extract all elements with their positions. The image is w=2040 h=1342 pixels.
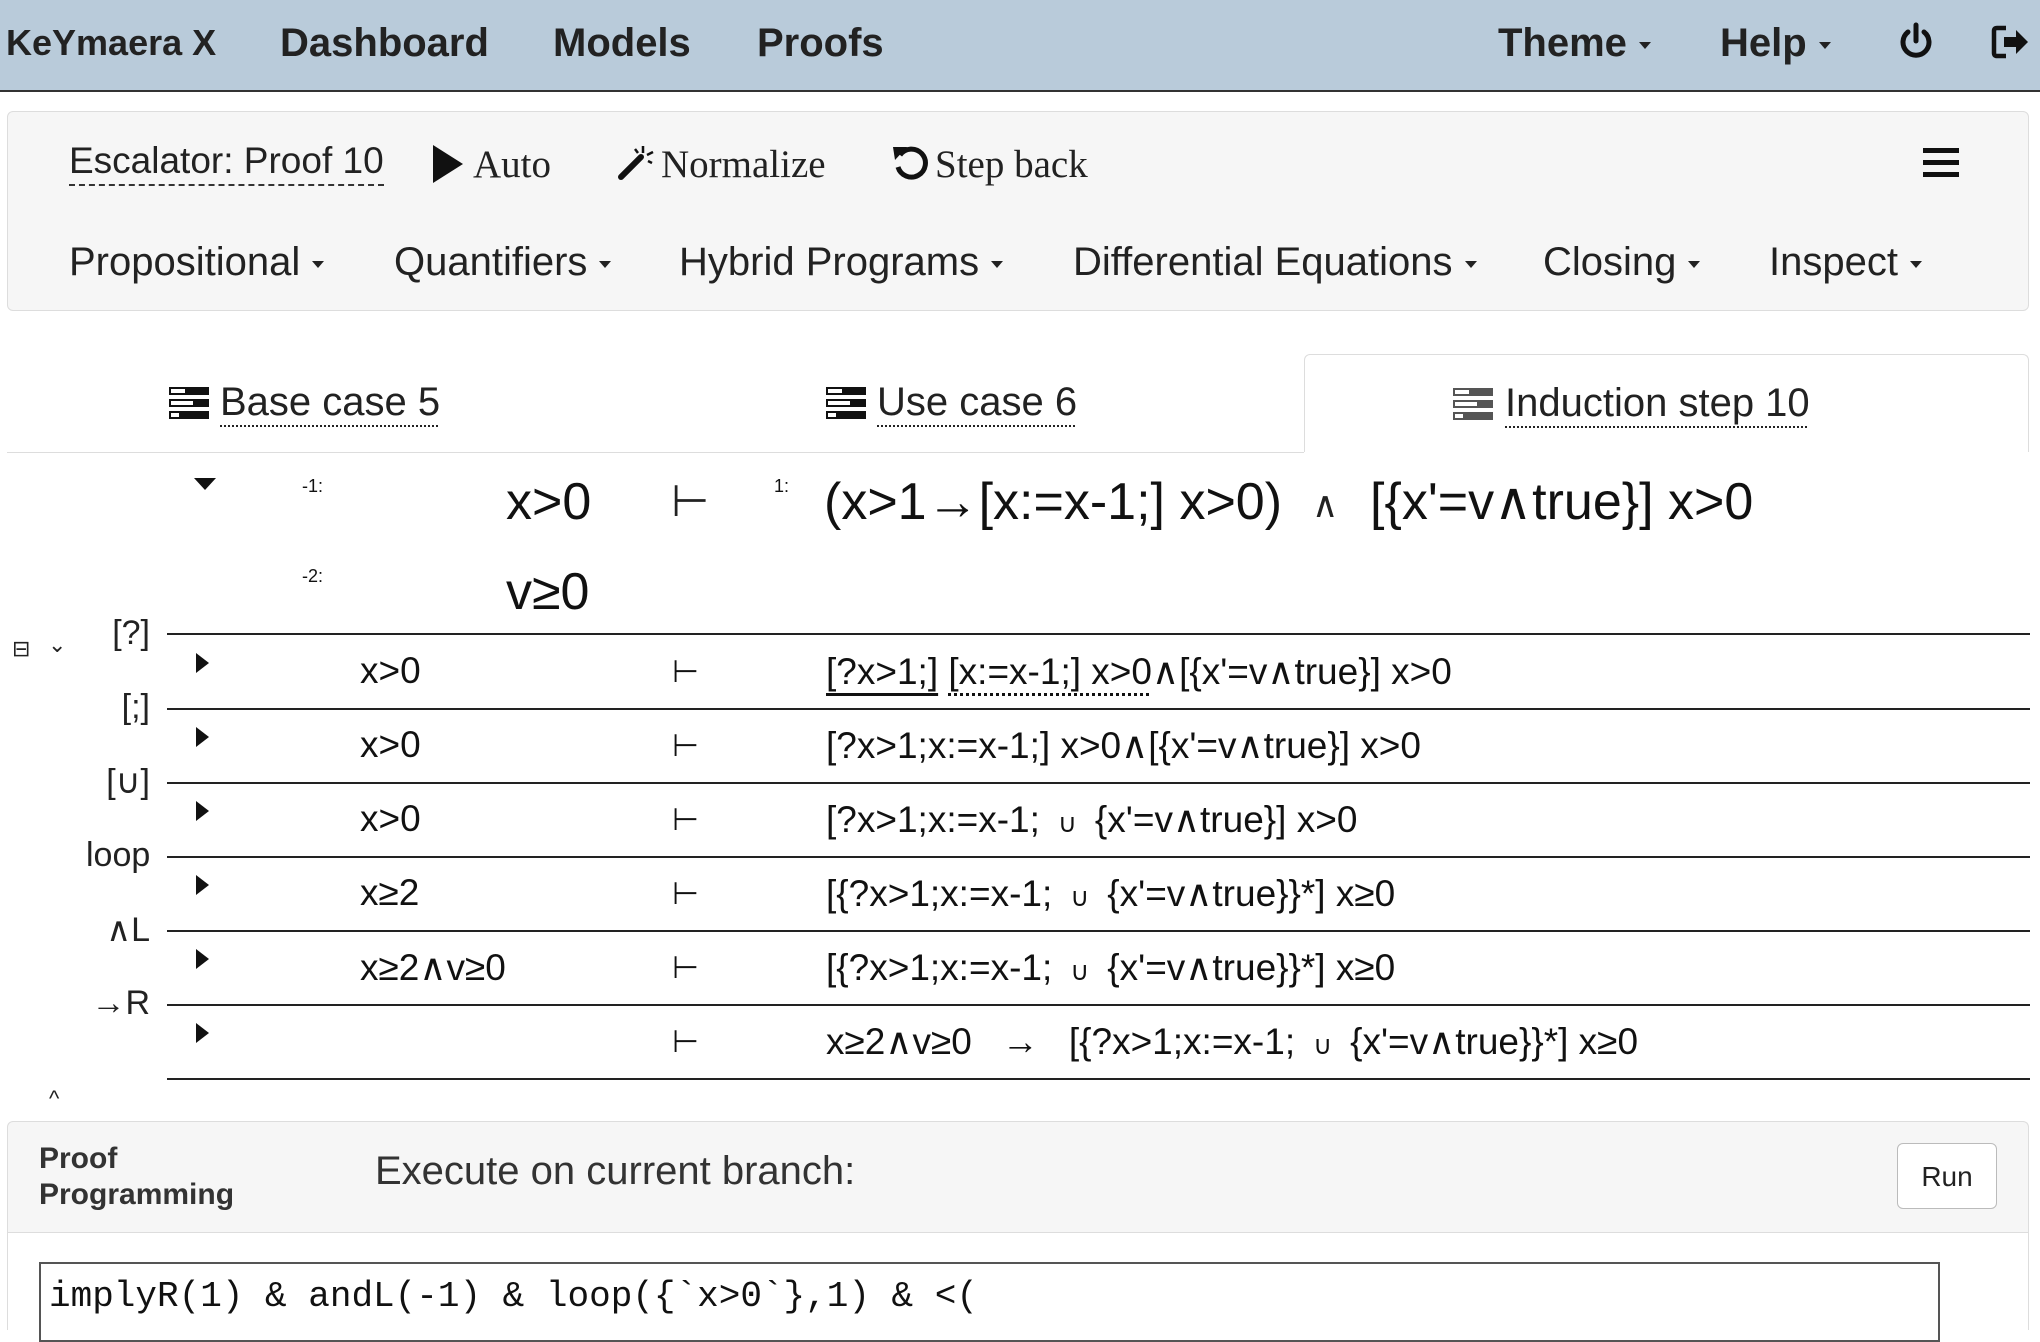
hamburger-menu-icon[interactable] [1923, 146, 1959, 180]
tab-use-case-label: Use case 6 [877, 380, 1078, 424]
nav-proofs[interactable]: Proofs [757, 21, 884, 65]
choice-operator: ∪ [1070, 882, 1090, 912]
step-back-button[interactable] [891, 142, 1088, 187]
row-succedent[interactable] [826, 798, 1357, 841]
rule-label: loop [86, 836, 151, 874]
succedent-part: {x'=v∧true}}*] x≥0 [1107, 873, 1396, 914]
succedent-part: {x'=v∧true}}*] x≥0 [1107, 947, 1396, 988]
panel-title-line2: Programming [39, 1178, 235, 1211]
row-succedent[interactable]: [?x>1;x:=x-1;] x>0∧[{x'=v∧true}] x>0 [826, 725, 1421, 766]
expand-row-icon[interactable] [196, 1023, 209, 1043]
proof-programming-panel [7, 1121, 2029, 1330]
succedent-part: [{?x>1;x:=x-1; [826, 947, 1053, 988]
row-divider [167, 856, 2030, 858]
tab-bar-border [7, 452, 1304, 453]
menu-hybrid-programs[interactable]: Hybrid Programs [679, 240, 1003, 285]
tab-induction-step[interactable] [1304, 354, 2029, 452]
succedent-part: [?x>1;x:=x-1; [826, 799, 1040, 840]
succedent-operator: ∧ [1312, 484, 1339, 525]
row-divider [167, 708, 2030, 710]
proof-toolbar [7, 111, 2029, 311]
succedent-part: [{?x>1;x:=x-1; [826, 873, 1053, 914]
logout-icon[interactable] [1990, 22, 2032, 62]
tab-use-case[interactable] [655, 354, 1304, 452]
turnstile: ⊢ [672, 1024, 700, 1059]
chevron-down-icon[interactable]: ⌄ [48, 632, 67, 657]
rule-label: [;] [121, 688, 150, 726]
row-divider [167, 1078, 2030, 1080]
highlighted-subformula[interactable]: [?x>1;] [826, 651, 939, 692]
row-divider [167, 1004, 2030, 1006]
succedent-formula-right[interactable]: [{x'=v∧true}] x>0 [1370, 473, 1754, 531]
step-back-label: Step back [935, 143, 1088, 186]
turnstile: ⊢ [672, 728, 700, 763]
chevron-up-icon[interactable]: ^ [49, 1086, 60, 1111]
expand-row-icon[interactable] [196, 875, 209, 895]
task-list-icon [169, 387, 209, 419]
proof-name[interactable]: Escalator: Proof 10 [69, 140, 384, 186]
expand-row-icon[interactable] [196, 653, 209, 673]
execute-label: Execute on current branch: [375, 1149, 856, 1193]
implication-operator: → [1001, 1021, 1039, 1062]
task-list-icon [826, 387, 866, 419]
row-antecedent[interactable]: x>0 [360, 798, 421, 839]
choice-operator: ∪ [1313, 1030, 1333, 1060]
menu-differential-equations[interactable]: Differential Equations [1073, 240, 1477, 285]
nav-help-dropdown[interactable]: Help [1720, 0, 1831, 86]
turnstile: ⊢ [672, 654, 700, 689]
row-antecedent[interactable]: x≥2∧v≥0 [360, 947, 506, 988]
antecedent-label: -1: [302, 476, 324, 496]
collapse-history-icon[interactable]: ⊟ [12, 636, 31, 661]
rule-label: →R [91, 984, 150, 1022]
run-button[interactable]: Run [1897, 1143, 1997, 1209]
succedent-part: [{?x>1;x:=x-1; [1068, 1021, 1296, 1062]
succedent-rest: ∧[{x'=v∧true}] x>0 [1151, 651, 1452, 692]
menu-propositional[interactable]: Propositional [69, 240, 324, 285]
choice-operator: ∪ [1070, 956, 1090, 986]
tab-base-case-label: Base case 5 [220, 380, 441, 424]
play-icon [433, 145, 463, 183]
nav-models[interactable]: Models [553, 21, 691, 65]
turnstile: ⊢ [671, 477, 710, 526]
rule-label: ∧L [106, 911, 150, 949]
magic-wand-icon [617, 143, 655, 181]
expand-row-icon[interactable] [196, 801, 209, 821]
turnstile: ⊢ [672, 802, 700, 837]
antecedent-formula[interactable]: x>0 [506, 473, 592, 531]
row-divider [167, 930, 2030, 932]
antecedent-formula[interactable]: v≥0 [506, 563, 590, 621]
antecedent-label: -2: [302, 566, 324, 586]
tab-induction-step-label: Induction step 10 [1505, 381, 1810, 425]
row-antecedent[interactable]: x≥2 [360, 872, 420, 913]
power-icon[interactable] [1896, 22, 1936, 62]
nav-dashboard[interactable]: Dashboard [280, 21, 489, 65]
succedent-part: x≥2∧v≥0 [826, 1021, 972, 1062]
task-list-icon [1453, 388, 1493, 420]
succedent-part: {x'=v∧true}}*] x≥0 [1350, 1021, 1639, 1062]
menu-closing[interactable]: Closing [1543, 240, 1700, 285]
undo-icon [891, 143, 929, 181]
expand-row-icon[interactable] [196, 949, 209, 969]
row-antecedent[interactable]: x>0 [360, 650, 421, 691]
panel-title-line1: Proof [39, 1142, 118, 1175]
row-divider [167, 782, 2030, 784]
succedent-formula-left[interactable]: (x>1→[x:=x-1;] x>0) [824, 473, 1283, 531]
normalize-button[interactable] [617, 142, 826, 187]
choice-operator: ∪ [1057, 808, 1077, 838]
succedent-part: {x'=v∧true}] x>0 [1094, 799, 1358, 840]
row-succedent[interactable] [826, 1020, 1638, 1063]
brand-logo[interactable]: KeYmaera X [6, 22, 217, 63]
row-succedent[interactable] [826, 946, 1395, 989]
auto-label: Auto [473, 143, 551, 186]
row-antecedent[interactable]: x>0 [360, 724, 421, 765]
row-divider [167, 633, 2030, 635]
top-navbar [0, 0, 2040, 92]
tab-base-case[interactable] [7, 354, 655, 452]
normalize-label: Normalize [661, 143, 826, 186]
rule-label: [∪] [106, 763, 150, 801]
turnstile: ⊢ [672, 876, 700, 911]
nav-theme-dropdown[interactable]: Theme [1498, 0, 1651, 86]
highlighted-subformula[interactable]: [x:=x-1;] x>0 [948, 651, 1152, 692]
row-succedent[interactable] [826, 650, 1452, 693]
auto-button[interactable] [433, 142, 551, 187]
expand-row-icon[interactable] [196, 727, 209, 747]
collapse-sequent-icon[interactable] [194, 478, 216, 490]
row-succedent[interactable] [826, 872, 1395, 915]
menu-quantifiers[interactable]: Quantifiers [394, 240, 611, 285]
rule-label: [?] [112, 614, 150, 652]
succedent-label: 1: [774, 476, 790, 496]
turnstile: ⊢ [672, 950, 700, 985]
menu-inspect[interactable]: Inspect [1769, 240, 1922, 285]
tactic-editor[interactable]: implyR(1) & andL(-1) & loop({`x>0`},1) & <( [39, 1262, 1940, 1342]
